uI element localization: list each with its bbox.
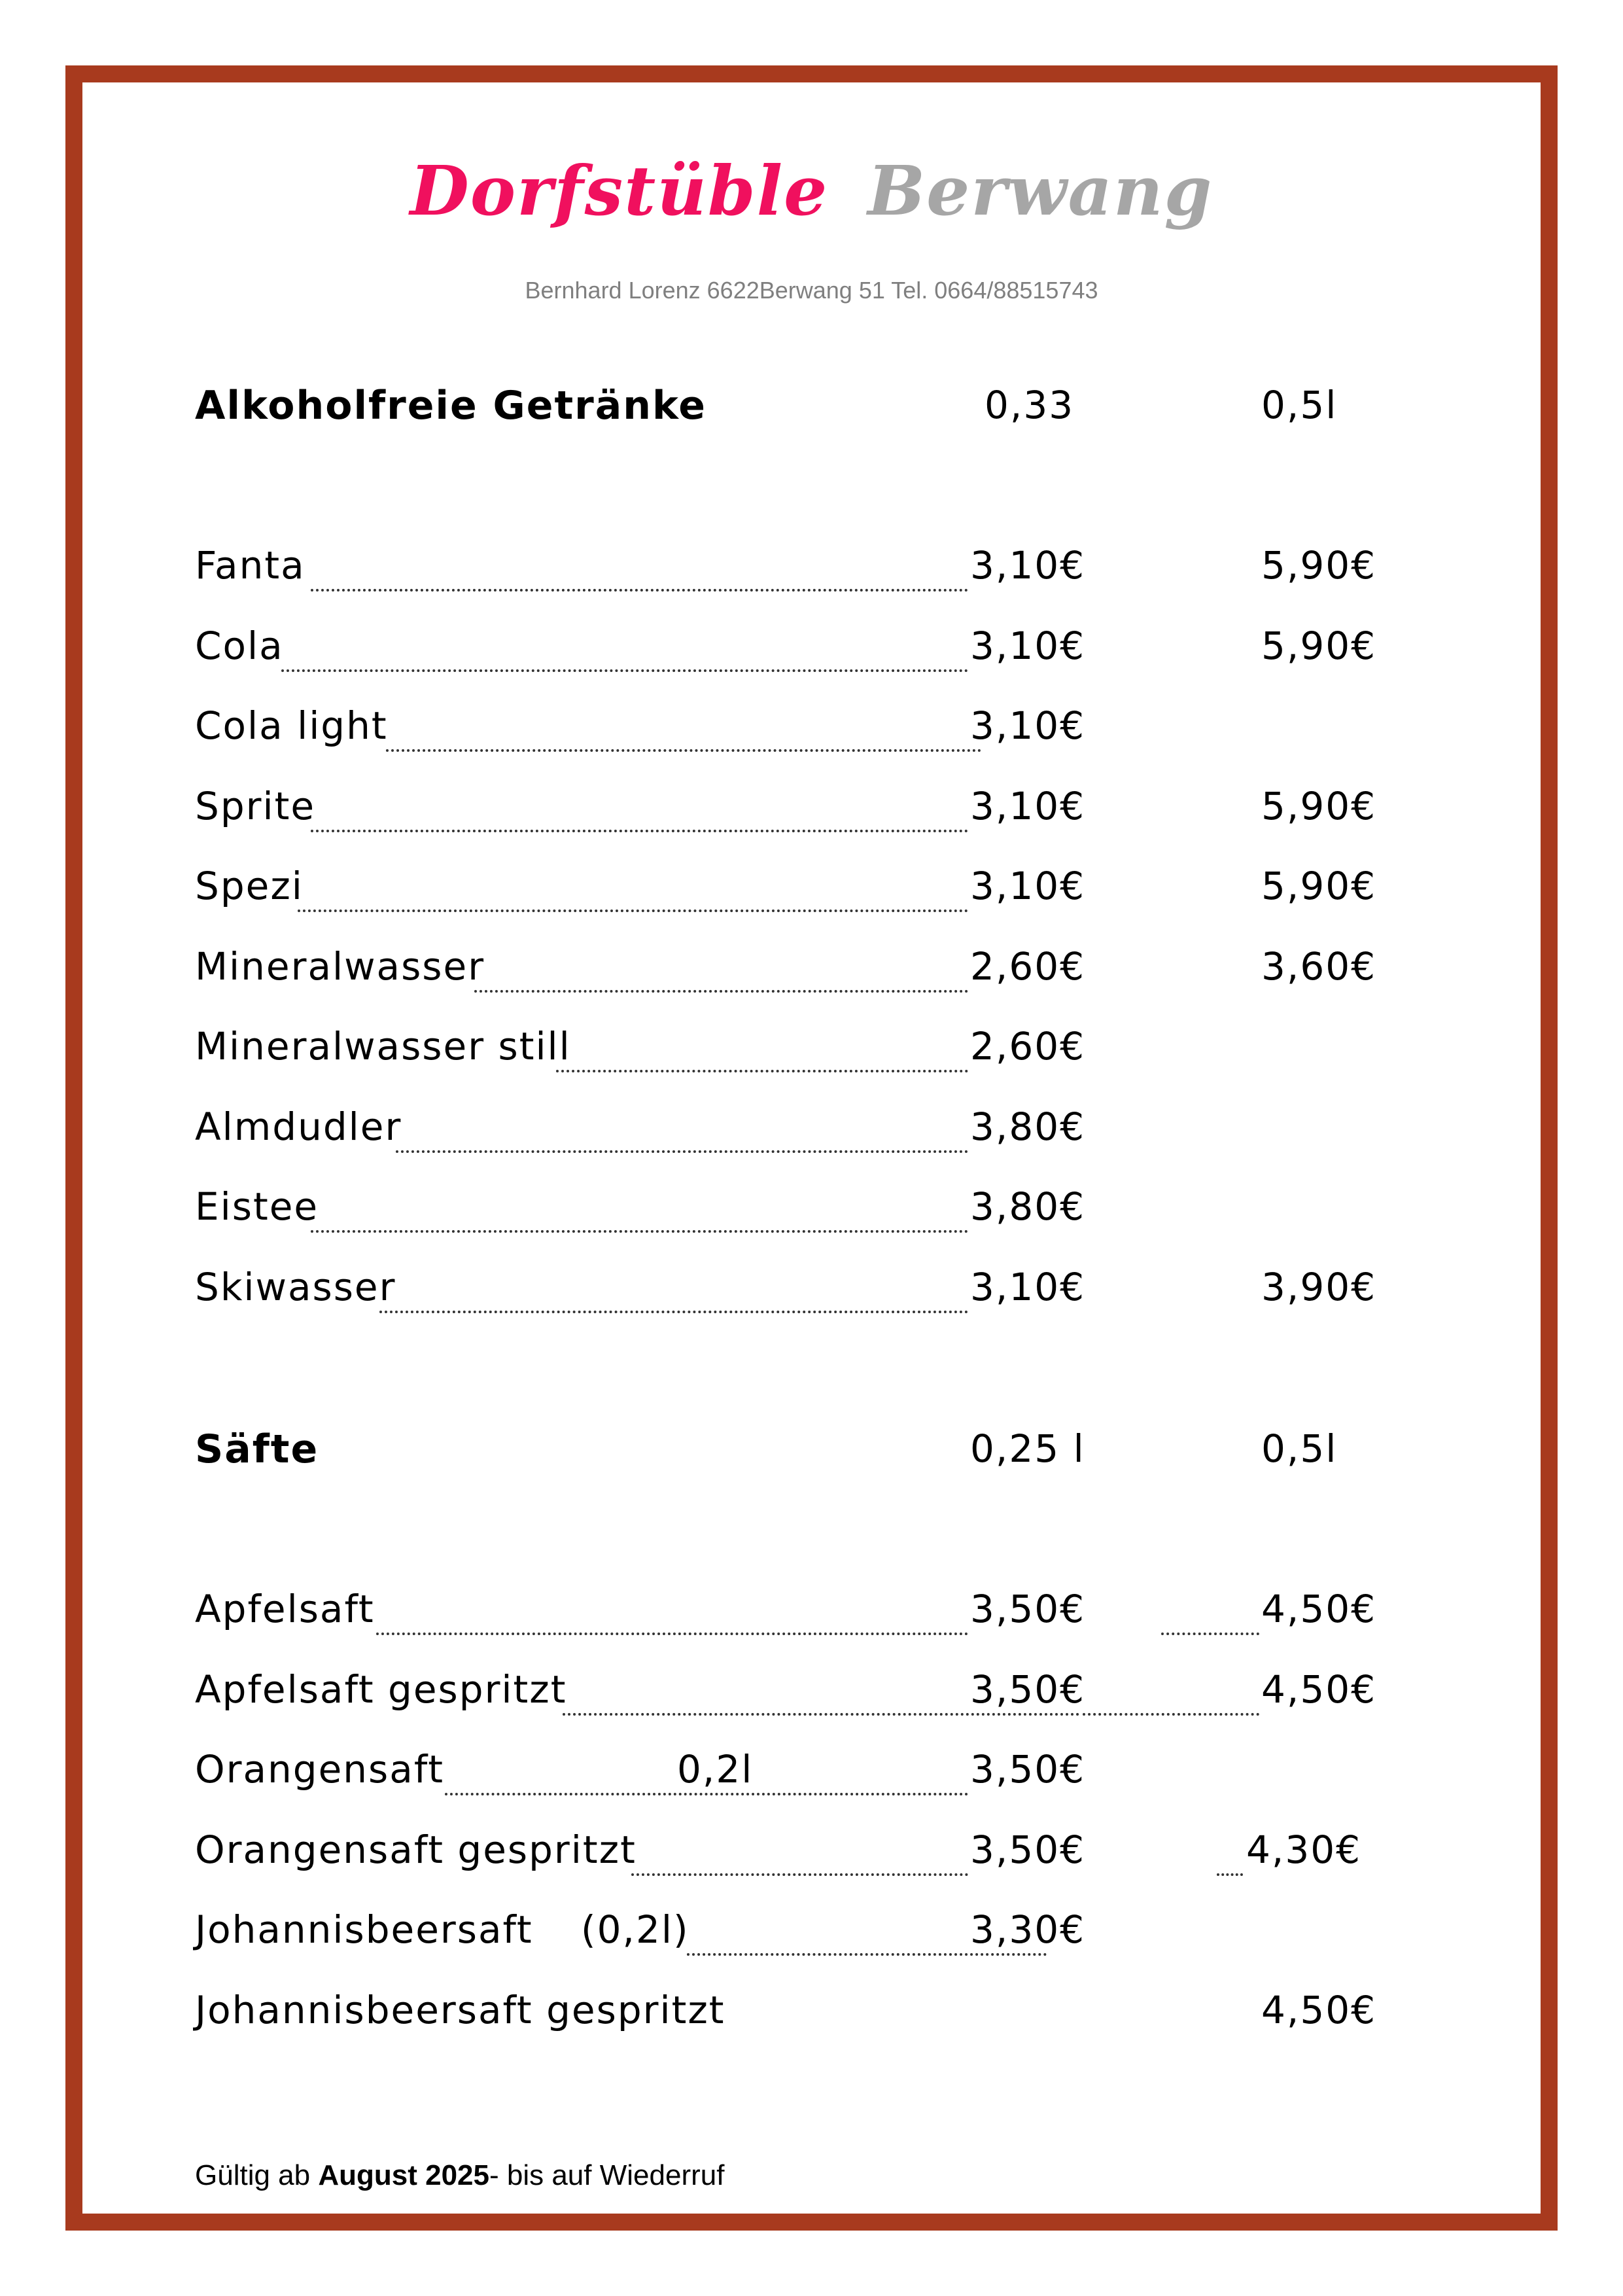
price-small: 3,10€ bbox=[970, 864, 1086, 908]
price-large: 5,90€ bbox=[1261, 864, 1377, 908]
dotted-leader bbox=[396, 1150, 968, 1153]
title-name: Dorfstüble bbox=[410, 150, 829, 231]
item-name: Almdudler bbox=[195, 1104, 402, 1149]
restaurant-title bbox=[0, 150, 1623, 231]
price-small: 3,80€ bbox=[970, 1184, 1086, 1229]
dotted-leader bbox=[311, 830, 968, 832]
dotted-leader bbox=[445, 1793, 968, 1795]
price-small: 3,80€ bbox=[970, 1104, 1086, 1149]
section-col2-label: 0,5l bbox=[1261, 1426, 1338, 1471]
dotted-leader bbox=[1083, 1713, 1259, 1716]
dotted-leader bbox=[379, 1311, 968, 1313]
footer-suffix: - bis auf Wiederruf bbox=[489, 2159, 725, 2191]
item-name: Sprite bbox=[195, 783, 316, 828]
price-large: 4,30€ bbox=[1246, 1827, 1362, 1872]
item-name: Orangensaft gespritzt bbox=[195, 1827, 637, 1872]
price-large: 4,50€ bbox=[1261, 1587, 1377, 1631]
dotted-leader bbox=[1217, 1873, 1243, 1876]
dotted-leader bbox=[563, 1713, 1079, 1716]
item-name: Apfelsaft gespritzt bbox=[195, 1667, 567, 1712]
dotted-leader bbox=[1161, 1633, 1259, 1635]
price-small: 3,50€ bbox=[970, 1587, 1086, 1631]
price-large: 5,90€ bbox=[1261, 783, 1377, 828]
dotted-leader bbox=[474, 990, 968, 993]
price-small: 3,10€ bbox=[970, 703, 1086, 748]
price-small: 2,60€ bbox=[970, 944, 1086, 989]
price-large: 4,50€ bbox=[1261, 1987, 1377, 2032]
item-name: Spezi bbox=[195, 864, 304, 908]
dotted-leader bbox=[631, 1873, 968, 1876]
item-name: Johannisbeersaft bbox=[195, 1907, 533, 1952]
price-small: 3,10€ bbox=[970, 783, 1086, 828]
item-name: Fanta bbox=[195, 543, 305, 588]
price-small: 3,30€ bbox=[970, 1907, 1086, 1952]
price-large: 3,60€ bbox=[1261, 944, 1377, 989]
price-small: 3,50€ bbox=[970, 1667, 1086, 1712]
contact-line: Bernhard Lorenz 6622Berwang 51 Tel. 0664/88515743 bbox=[525, 277, 1098, 304]
price-large: 5,90€ bbox=[1261, 623, 1377, 668]
price-small: 3,50€ bbox=[970, 1827, 1086, 1872]
item-name: Johannisbeersaft gespritzt bbox=[195, 1987, 725, 2032]
title-location: Berwang bbox=[867, 150, 1213, 231]
item-name: Cola light bbox=[195, 703, 388, 748]
item-name: Orangensaft bbox=[195, 1747, 444, 1792]
item-name: Mineralwasser still bbox=[195, 1024, 571, 1069]
section-col1-label: 0,25 l bbox=[970, 1426, 1085, 1471]
dotted-leader bbox=[298, 910, 968, 912]
section-col1-label: 0,33 bbox=[985, 383, 1075, 427]
dotted-leader bbox=[687, 1953, 1047, 1956]
dotted-leader bbox=[311, 1230, 968, 1233]
validity-footer bbox=[195, 2159, 724, 2192]
item-name: Cola bbox=[195, 623, 284, 668]
item-name: Apfelsaft bbox=[195, 1587, 375, 1631]
dotted-leader bbox=[311, 589, 968, 592]
price-large: 5,90€ bbox=[1261, 543, 1377, 588]
footer-date: August 2025 bbox=[318, 2159, 489, 2191]
price-small: 2,60€ bbox=[970, 1024, 1086, 1069]
item-name: Skiwasser bbox=[195, 1264, 396, 1309]
section-col2-label: 0,5l bbox=[1261, 383, 1338, 427]
price-small: 3,10€ bbox=[970, 623, 1086, 668]
item-size-note: (0,2l) bbox=[581, 1907, 689, 1952]
dotted-leader bbox=[556, 1070, 968, 1072]
section-title-saefte: Säfte bbox=[195, 1426, 319, 1472]
item-size-note: 0,2l bbox=[677, 1747, 754, 1792]
dotted-leader bbox=[386, 749, 981, 752]
dotted-leader bbox=[281, 669, 968, 672]
price-small: 3,50€ bbox=[970, 1747, 1086, 1792]
item-name: Mineralwasser bbox=[195, 944, 485, 989]
price-large: 3,90€ bbox=[1261, 1264, 1377, 1309]
section-title-alkoholfrei: Alkoholfreie Getränke bbox=[195, 383, 707, 429]
price-small: 3,10€ bbox=[970, 543, 1086, 588]
price-large: 4,50€ bbox=[1261, 1667, 1377, 1712]
item-name: Eistee bbox=[195, 1184, 319, 1229]
price-small: 3,10€ bbox=[970, 1264, 1086, 1309]
footer-prefix: Gültig ab bbox=[195, 2159, 319, 2191]
dotted-leader bbox=[376, 1633, 968, 1635]
